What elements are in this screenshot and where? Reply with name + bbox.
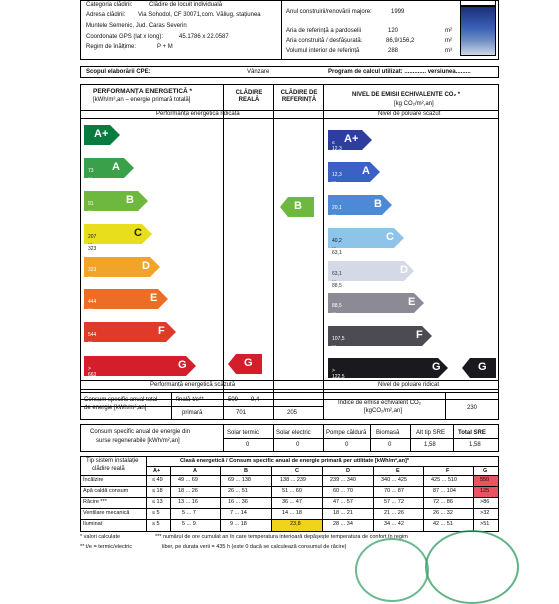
regime-label: Regim de înălțime: <box>86 44 137 50</box>
co2-index-label-1: Indice de emisii echivalent CO₂ <box>338 400 422 406</box>
address-label: Adresa clădirii: <box>86 12 126 18</box>
ref-area-label: Aria de referință a pardoselii <box>286 28 362 34</box>
services-title: Clasă energetică / Consum specific anual de energie primară per utilitate [kWh/m²,an]* <box>180 458 410 464</box>
final-value-2: 9,4 <box>251 397 260 403</box>
renew-value-other: 1,58 <box>424 442 436 448</box>
cell-cooling-f: 72 ... 86 <box>433 499 453 505</box>
cell-heating-c: 138 ... 239 <box>280 477 306 483</box>
renew-value-biomass: 0 <box>388 442 392 448</box>
renew-value-total: 1,58 <box>469 442 481 448</box>
class-header-d: D <box>346 468 350 474</box>
year-value: 1999 <box>391 9 405 15</box>
service-row-cooling: Răcire *** <box>83 499 107 505</box>
cell-hotwater-g: 125 <box>480 488 490 494</box>
address-value: Via Sohodol, CF 30071,com. Văliug, stațiunea <box>138 12 261 18</box>
cell-lighting-c: 23,8 <box>290 521 301 527</box>
class-header-aplus: A+ <box>153 468 161 474</box>
cell-heating-e: 340 ... 425 <box>381 477 407 483</box>
class-header-g: G <box>483 468 488 474</box>
cell-lighting-e: 34 ... 42 <box>384 521 404 527</box>
final-label: finală-t/e** <box>176 397 204 403</box>
cell-lighting-b: 9 ... 18 <box>230 521 247 527</box>
primary-real-value: 701 <box>236 410 247 416</box>
perf-high-label: Performanță energetică ridicată <box>156 111 240 117</box>
renew-header-biomass: Biomasă <box>376 430 400 436</box>
cell-lighting-g: >51 <box>480 521 490 527</box>
gps-value: 45.1786 x 22.0587 <box>179 34 229 40</box>
program-label: Program de calcul utilizat: ............. versiunea......... <box>328 69 471 75</box>
volume-label: Volumul interior de referință <box>286 48 360 54</box>
services-col-label-2: clădire reală <box>92 466 125 472</box>
renew-header-total: Total SRE <box>458 430 486 436</box>
cell-cooling-c: 36 ... 47 <box>282 499 302 505</box>
primary-label: primară <box>182 410 203 416</box>
service-row-lighting: Iluminat <box>83 521 103 527</box>
co2-high-label: Nivel de poluare ridicat <box>378 382 440 388</box>
scope-label: Scopul elaborării CPE: <box>86 69 151 75</box>
ref-header: CLĂDIRE DE REFERINȚĂ <box>280 90 318 103</box>
volume-unit: m³ <box>445 48 452 54</box>
building-photo <box>460 6 496 56</box>
primary-ref-value: 205 <box>287 410 298 416</box>
service-row-heating: Încălzire <box>83 477 104 483</box>
cell-cooling-d: 47 ... 57 <box>333 499 353 505</box>
renew-header-other: Alt tip SRE <box>416 430 446 436</box>
cell-ventilation-aplus: ≤ 5 <box>152 510 160 516</box>
cell-hotwater-f: 87 ... 104 <box>433 488 456 494</box>
note-calculated: * valori calculate <box>80 534 121 540</box>
cell-ventilation-f: 26 ... 32 <box>433 510 453 516</box>
cell-hotwater-a: 18 ... 26 <box>178 488 198 494</box>
cell-ventilation-d: 18 ... 21 <box>333 510 353 516</box>
official-stamp-left <box>355 538 429 602</box>
cell-ventilation-e: 21 ... 26 <box>384 510 404 516</box>
year-label: Anul construirii/renovării majore: <box>286 9 372 15</box>
cell-ventilation-c: 14 ... 18 <box>282 510 302 516</box>
gps-label: Coordonate GPS (lat x long): <box>86 34 164 40</box>
cell-cooling-e: 57 ... 72 <box>384 499 404 505</box>
perf-unit: [kWh/m²,an – energie primară totală] <box>93 97 191 103</box>
final-value-1: 509 <box>228 397 239 403</box>
cell-heating-f: 425 ... 510 <box>431 477 457 483</box>
service-row-ventilation: Ventilare mecanică <box>83 510 130 516</box>
regime-value: P + M <box>157 44 173 50</box>
cell-lighting-aplus: ≤ 5 <box>152 521 160 527</box>
class-header-a: A <box>193 468 197 474</box>
cell-lighting-a: 5 ... 9 <box>182 521 196 527</box>
built-area-label: Aria construită / desfășurată: <box>286 38 363 44</box>
renew-header-heat-pump: Pompe căldură <box>326 430 367 436</box>
co2-index-label-2: [kgCO₂/m²,an] <box>364 408 403 414</box>
municipality-value: Muntele Semenic, Jud. Caras Severin <box>86 23 187 29</box>
service-row-hot-water: Apă caldă consum <box>83 488 129 494</box>
category-value: Clădire de locuit individuală <box>149 2 223 8</box>
cell-ventilation-g: >32 <box>480 510 490 516</box>
cell-cooling-b: 16 ... 36 <box>228 499 248 505</box>
cell-hotwater-b: 26 ... 51 <box>228 488 248 494</box>
renew-header-solar-electric: Solar electric <box>276 430 311 436</box>
ref-area-unit: m² <box>445 28 452 34</box>
renew-value-solar-electric: 0 <box>296 442 300 448</box>
services-col-label-1: Tip sistem instalație <box>86 458 139 464</box>
class-header-c: C <box>295 468 299 474</box>
cell-heating-d: 239 ... 340 <box>330 477 356 483</box>
cell-cooling-a: 13 ... 16 <box>178 499 198 505</box>
cell-heating-g: 550 <box>480 477 490 483</box>
cell-hotwater-aplus: ≤ 18 <box>152 488 163 494</box>
co2-unit: [kg CO₂/m²,an] <box>394 101 434 107</box>
cell-hotwater-d: 60 ... 70 <box>333 488 353 494</box>
built-area-value: 86,9/156,2 <box>386 38 415 44</box>
built-area-unit: m² <box>445 38 452 44</box>
perf-header: PERFORMANȚA ENERGETICĂ * <box>93 88 193 95</box>
perf-low-label: Performanță energetică scăzută <box>150 382 236 388</box>
cell-hotwater-e: 70 ... 87 <box>384 488 404 494</box>
renew-value-solar-thermal: 0 <box>246 442 250 448</box>
photo-frame-top <box>460 0 496 6</box>
co2-low-label: Nivel de poluare scăzut <box>378 111 441 117</box>
cell-cooling-aplus: ≤ 13 <box>152 499 163 505</box>
class-header-e: E <box>396 468 400 474</box>
real-header: CLĂDIRE REALĂ <box>235 90 263 103</box>
category-label: Categoria clădirii: <box>86 2 133 8</box>
cell-heating-a: 49 ... 69 <box>178 477 198 483</box>
cell-cooling-g: >86 <box>480 499 490 505</box>
note-summer: liber, pe durata verii = 435 h (este 0 dacă se calculează consumul de răcire) <box>162 544 347 550</box>
cell-lighting-f: 42 ... 51 <box>433 521 453 527</box>
consumption-label-1: Consum specific anual total <box>84 397 158 403</box>
cell-heating-aplus: ≤ 49 <box>152 477 163 483</box>
final-value-4: - <box>305 397 307 403</box>
renew-value-heat-pump: 0 <box>345 442 349 448</box>
cell-ventilation-a: 5 ... 7 <box>182 510 196 516</box>
cell-hotwater-c: 51 ... 60 <box>282 488 302 494</box>
cell-lighting-d: 28 ... 34 <box>333 521 353 527</box>
co2-header: NIVEL DE EMISII ECHIVALENTE CO₂ * <box>352 92 461 98</box>
volume-value: 288 <box>388 48 399 54</box>
note-hours: *** numărul de ore cumulat an în care temperatura interioară depășește temperatura de confort în regim <box>155 534 408 540</box>
consumption-label-2: de energie [kWh/m²,an] <box>84 405 147 411</box>
cell-ventilation-b: 7 ... 14 <box>230 510 247 516</box>
note-te: ** t/e = termic/electric <box>80 544 133 550</box>
co2-index-value: 230 <box>467 405 478 411</box>
class-header-f: F <box>446 468 450 474</box>
final-value-3: - <box>281 397 283 403</box>
renewables-label-1: Consum specific anual de energie din <box>90 429 191 435</box>
renewables-label-2: surse regenerabile [kWh/m²,an] <box>96 438 180 444</box>
ref-area-value: 120 <box>388 28 399 34</box>
class-header-b: B <box>244 468 248 474</box>
official-stamp-right <box>425 530 519 604</box>
renew-header-solar-thermal: Solar termic <box>227 430 260 436</box>
cell-heating-b: 69 ... 138 <box>228 477 251 483</box>
scope-value: Vânzare <box>247 69 270 75</box>
